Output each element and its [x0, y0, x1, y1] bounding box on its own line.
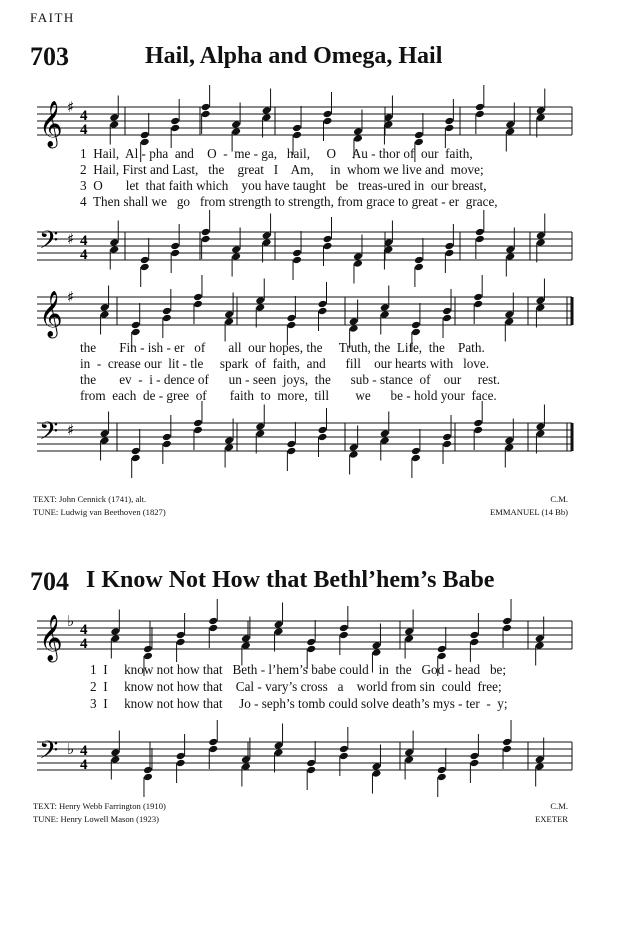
bass-staff [0, 732, 640, 782]
note-head [475, 235, 485, 244]
bass-clef-icon: 𝄢 [39, 736, 59, 771]
note-head [473, 426, 483, 435]
time-signature-top: 4 [80, 622, 88, 638]
note-head [535, 296, 545, 305]
note-head [339, 752, 349, 761]
note-head [404, 634, 414, 643]
note-head [208, 745, 218, 754]
note-head [193, 419, 203, 428]
note-head [504, 317, 514, 326]
note-head [442, 440, 452, 449]
note-head [140, 256, 150, 265]
note-head [444, 117, 454, 126]
note-head [502, 738, 512, 747]
note-head [349, 443, 359, 452]
note-head [162, 440, 172, 449]
note-head [502, 745, 512, 754]
note-head [143, 773, 153, 782]
note-head [473, 419, 483, 428]
note-head [170, 124, 180, 133]
note-head [318, 300, 328, 309]
note-head [255, 422, 265, 431]
note-head [404, 627, 414, 636]
note-head [535, 422, 545, 431]
note-head [241, 634, 251, 643]
note-head [140, 263, 150, 272]
note-head [536, 106, 546, 115]
lyric-verse-3: 3 O let that faith which you have taught be treas-ured in our breast, [80, 178, 487, 193]
note-head [274, 741, 284, 750]
note-head [100, 436, 110, 445]
bass-staff [0, 222, 640, 272]
note-head [143, 652, 153, 661]
treble-clef-icon: 𝄞 [39, 615, 63, 661]
flat-icon: ♭ [67, 612, 75, 630]
lyric-verse-1: 1 Hail, Al - pha and O - me - ga, hail, O Au - thor of our faith, [80, 146, 473, 161]
sharp-icon: ♯ [67, 421, 75, 439]
treble-clef-icon: 𝄞 [39, 101, 63, 147]
note-head [109, 238, 119, 247]
lyric-verse-2: in - crease our lit - tle spark of faith, and fill our hearts with love. [80, 356, 490, 371]
note-head [201, 228, 211, 237]
note-head [193, 300, 203, 309]
lyric-verse-4: from each de - gree of faith to more, till we be - hold your face. [80, 388, 497, 403]
time-signature-bottom: 4 [80, 757, 88, 773]
note-head [100, 303, 110, 312]
note-head [262, 238, 272, 247]
note-head [475, 110, 485, 119]
note-head [162, 433, 172, 442]
note-head [380, 310, 390, 319]
text-credit: TEXT: Henry Webb Farrington (1910) [33, 801, 166, 811]
note-head [241, 641, 251, 650]
note-head [224, 310, 234, 319]
note-head [353, 259, 363, 268]
note-head [444, 249, 454, 258]
sharp-icon: ♯ [67, 288, 75, 306]
note-head [323, 110, 333, 119]
note-head [469, 752, 479, 761]
treble-clef-icon: 𝄞 [39, 291, 63, 337]
note-head [318, 433, 328, 442]
sharp-icon: ♯ [67, 98, 75, 116]
note-head [306, 638, 316, 647]
bass-clef-icon: 𝄢 [39, 417, 59, 452]
note-head [535, 634, 545, 643]
note-head [193, 426, 203, 435]
note-head [274, 748, 284, 757]
note-head [535, 429, 545, 438]
note-head [109, 120, 119, 129]
note-head [176, 752, 186, 761]
note-head [536, 113, 546, 122]
note-head [505, 127, 515, 136]
note-head [292, 256, 302, 265]
note-head [231, 252, 241, 261]
note-head [380, 429, 390, 438]
note-head [380, 303, 390, 312]
note-head [505, 245, 515, 254]
note-head [201, 235, 211, 244]
note-head [411, 447, 421, 456]
note-head [255, 296, 265, 305]
lyric-verse-2: 2 Hail, First and Last, the great I Am, in whom we live and move; [80, 162, 484, 177]
note-head [349, 450, 359, 459]
note-head [274, 620, 284, 629]
note-head [224, 443, 234, 452]
note-head [323, 242, 333, 251]
note-head [286, 314, 296, 323]
note-head [255, 429, 265, 438]
note-head [535, 641, 545, 650]
treble-staff [0, 97, 640, 147]
note-head [262, 106, 272, 115]
flat-icon: ♭ [67, 740, 75, 758]
bass-staff [0, 413, 640, 463]
note-head [274, 627, 284, 636]
note-head [475, 228, 485, 237]
text-credit: TEXT: John Cennick (1741), alt. [33, 494, 147, 504]
note-head [306, 759, 316, 768]
note-head [286, 447, 296, 456]
note-head [535, 303, 545, 312]
tune-name: EMMANUEL (14 Bb) [490, 507, 568, 517]
note-head [371, 762, 381, 771]
note-head [241, 755, 251, 764]
note-head [306, 645, 316, 654]
note-head [140, 138, 150, 147]
note-head [414, 263, 424, 272]
hymn-title: I Know Not How that Bethl’hem’s Babe [86, 567, 495, 593]
note-head [110, 634, 120, 643]
time-signature-bottom: 4 [80, 122, 88, 138]
note-head [231, 245, 241, 254]
note-head [306, 766, 316, 775]
note-head [323, 117, 333, 126]
note-head [371, 648, 381, 657]
note-head [231, 120, 241, 129]
note-head [110, 748, 120, 757]
note-head [208, 738, 218, 747]
note-head [162, 314, 172, 323]
note-head [110, 627, 120, 636]
note-head [100, 310, 110, 319]
note-head [162, 307, 172, 316]
bass-clef-icon: 𝄢 [39, 226, 59, 261]
note-head [536, 231, 546, 240]
note-head [109, 245, 119, 254]
note-head [292, 124, 302, 133]
tune-credit: TUNE: Ludwig van Beethoven (1827) [33, 507, 166, 517]
note-head [504, 443, 514, 452]
note-head [100, 429, 110, 438]
note-head [505, 120, 515, 129]
note-head [131, 328, 141, 337]
lyric-verse-1: 1 I know not how that Beth - l’hem’s babe could in the God - head be; [90, 662, 507, 677]
note-head [353, 252, 363, 261]
note-head [176, 638, 186, 647]
lyric-verse-3: 3 I know not how that Jo - seph’s tomb could solve death’s mys - ter - y; [90, 696, 508, 711]
note-head [170, 249, 180, 258]
note-head [404, 748, 414, 757]
note-head [224, 436, 234, 445]
note-head [411, 454, 421, 463]
note-head [201, 110, 211, 119]
note-head [131, 454, 141, 463]
note-head [143, 766, 153, 775]
note-head [502, 617, 512, 626]
note-head [176, 759, 186, 768]
note-head [473, 293, 483, 302]
treble-staff [0, 287, 640, 337]
note-head [110, 755, 120, 764]
note-head [475, 103, 485, 112]
section-label: FAITH [30, 10, 75, 25]
note-head [505, 252, 515, 261]
lyric-verse-2: 2 I know not how that Cal - vary’s cross a world from sin could free; [90, 679, 502, 694]
sharp-icon: ♯ [67, 230, 75, 248]
note-head [414, 131, 424, 140]
note-head [437, 652, 447, 661]
note-head [255, 303, 265, 312]
note-head [201, 103, 211, 112]
time-signature-top: 4 [80, 233, 88, 249]
note-head [262, 113, 272, 122]
note-head [208, 624, 218, 633]
note-head [170, 242, 180, 251]
lyric-verse-1: the Fin - ish - er of all our hopes, the Truth, the Life, the Path. [80, 340, 485, 355]
note-head [176, 631, 186, 640]
note-head [535, 755, 545, 764]
note-head [241, 762, 251, 771]
note-head [349, 317, 359, 326]
note-head [286, 440, 296, 449]
lyric-verse-4: 4 Then shall we go from strength to strength, from grace to great - er grace, [80, 194, 498, 209]
note-head [193, 293, 203, 302]
note-head [442, 307, 452, 316]
note-head [323, 235, 333, 244]
hymn-number: 704 [30, 567, 69, 596]
note-head [504, 310, 514, 319]
note-head [404, 755, 414, 764]
note-head [444, 124, 454, 133]
note-head [414, 256, 424, 265]
note-head [170, 117, 180, 126]
note-head [371, 641, 381, 650]
note-head [535, 762, 545, 771]
time-signature-top: 4 [80, 108, 88, 124]
note-head [262, 231, 272, 240]
note-head [231, 127, 241, 136]
note-head [318, 307, 328, 316]
note-head [353, 134, 363, 143]
hymn-title: Hail, Alpha and Omega, Hail [145, 43, 443, 69]
lyric-verse-3: the ev - i - dence of un - seen joys, the sub - stance of our rest. [80, 372, 501, 387]
note-head [414, 138, 424, 147]
note-head [437, 645, 447, 654]
note-head [504, 436, 514, 445]
time-signature-bottom: 4 [80, 636, 88, 652]
tune-name: EXETER [535, 814, 568, 824]
note-head [536, 238, 546, 247]
time-signature-top: 4 [80, 743, 88, 759]
note-head [380, 436, 390, 445]
note-head [442, 314, 452, 323]
note-head [339, 631, 349, 640]
tune-credit: TUNE: Henry Lowell Mason (1923) [33, 814, 160, 824]
note-head [353, 127, 363, 136]
note-head [109, 113, 119, 122]
time-signature-bottom: 4 [80, 247, 88, 263]
note-head [469, 759, 479, 768]
note-head [339, 624, 349, 633]
note-head [292, 249, 302, 258]
note-head [502, 624, 512, 633]
note-head [208, 617, 218, 626]
note-head [442, 433, 452, 442]
note-head [349, 324, 359, 333]
treble-staff [0, 611, 640, 661]
note-head [143, 645, 153, 654]
note-head [437, 773, 447, 782]
meter: C.M. [550, 801, 568, 811]
note-head [131, 321, 141, 330]
note-head [444, 242, 454, 251]
note-head [224, 317, 234, 326]
note-head [292, 131, 302, 140]
note-head [318, 426, 328, 435]
note-head [140, 131, 150, 140]
note-head [469, 631, 479, 640]
meter: C.M. [550, 494, 568, 504]
note-head [411, 328, 421, 337]
note-head [469, 638, 479, 647]
note-head [286, 321, 296, 330]
note-head [437, 766, 447, 775]
note-head [131, 447, 141, 456]
note-head [371, 769, 381, 778]
hymn-number: 703 [30, 42, 69, 71]
note-head [411, 321, 421, 330]
note-head [339, 745, 349, 754]
note-head [473, 300, 483, 309]
